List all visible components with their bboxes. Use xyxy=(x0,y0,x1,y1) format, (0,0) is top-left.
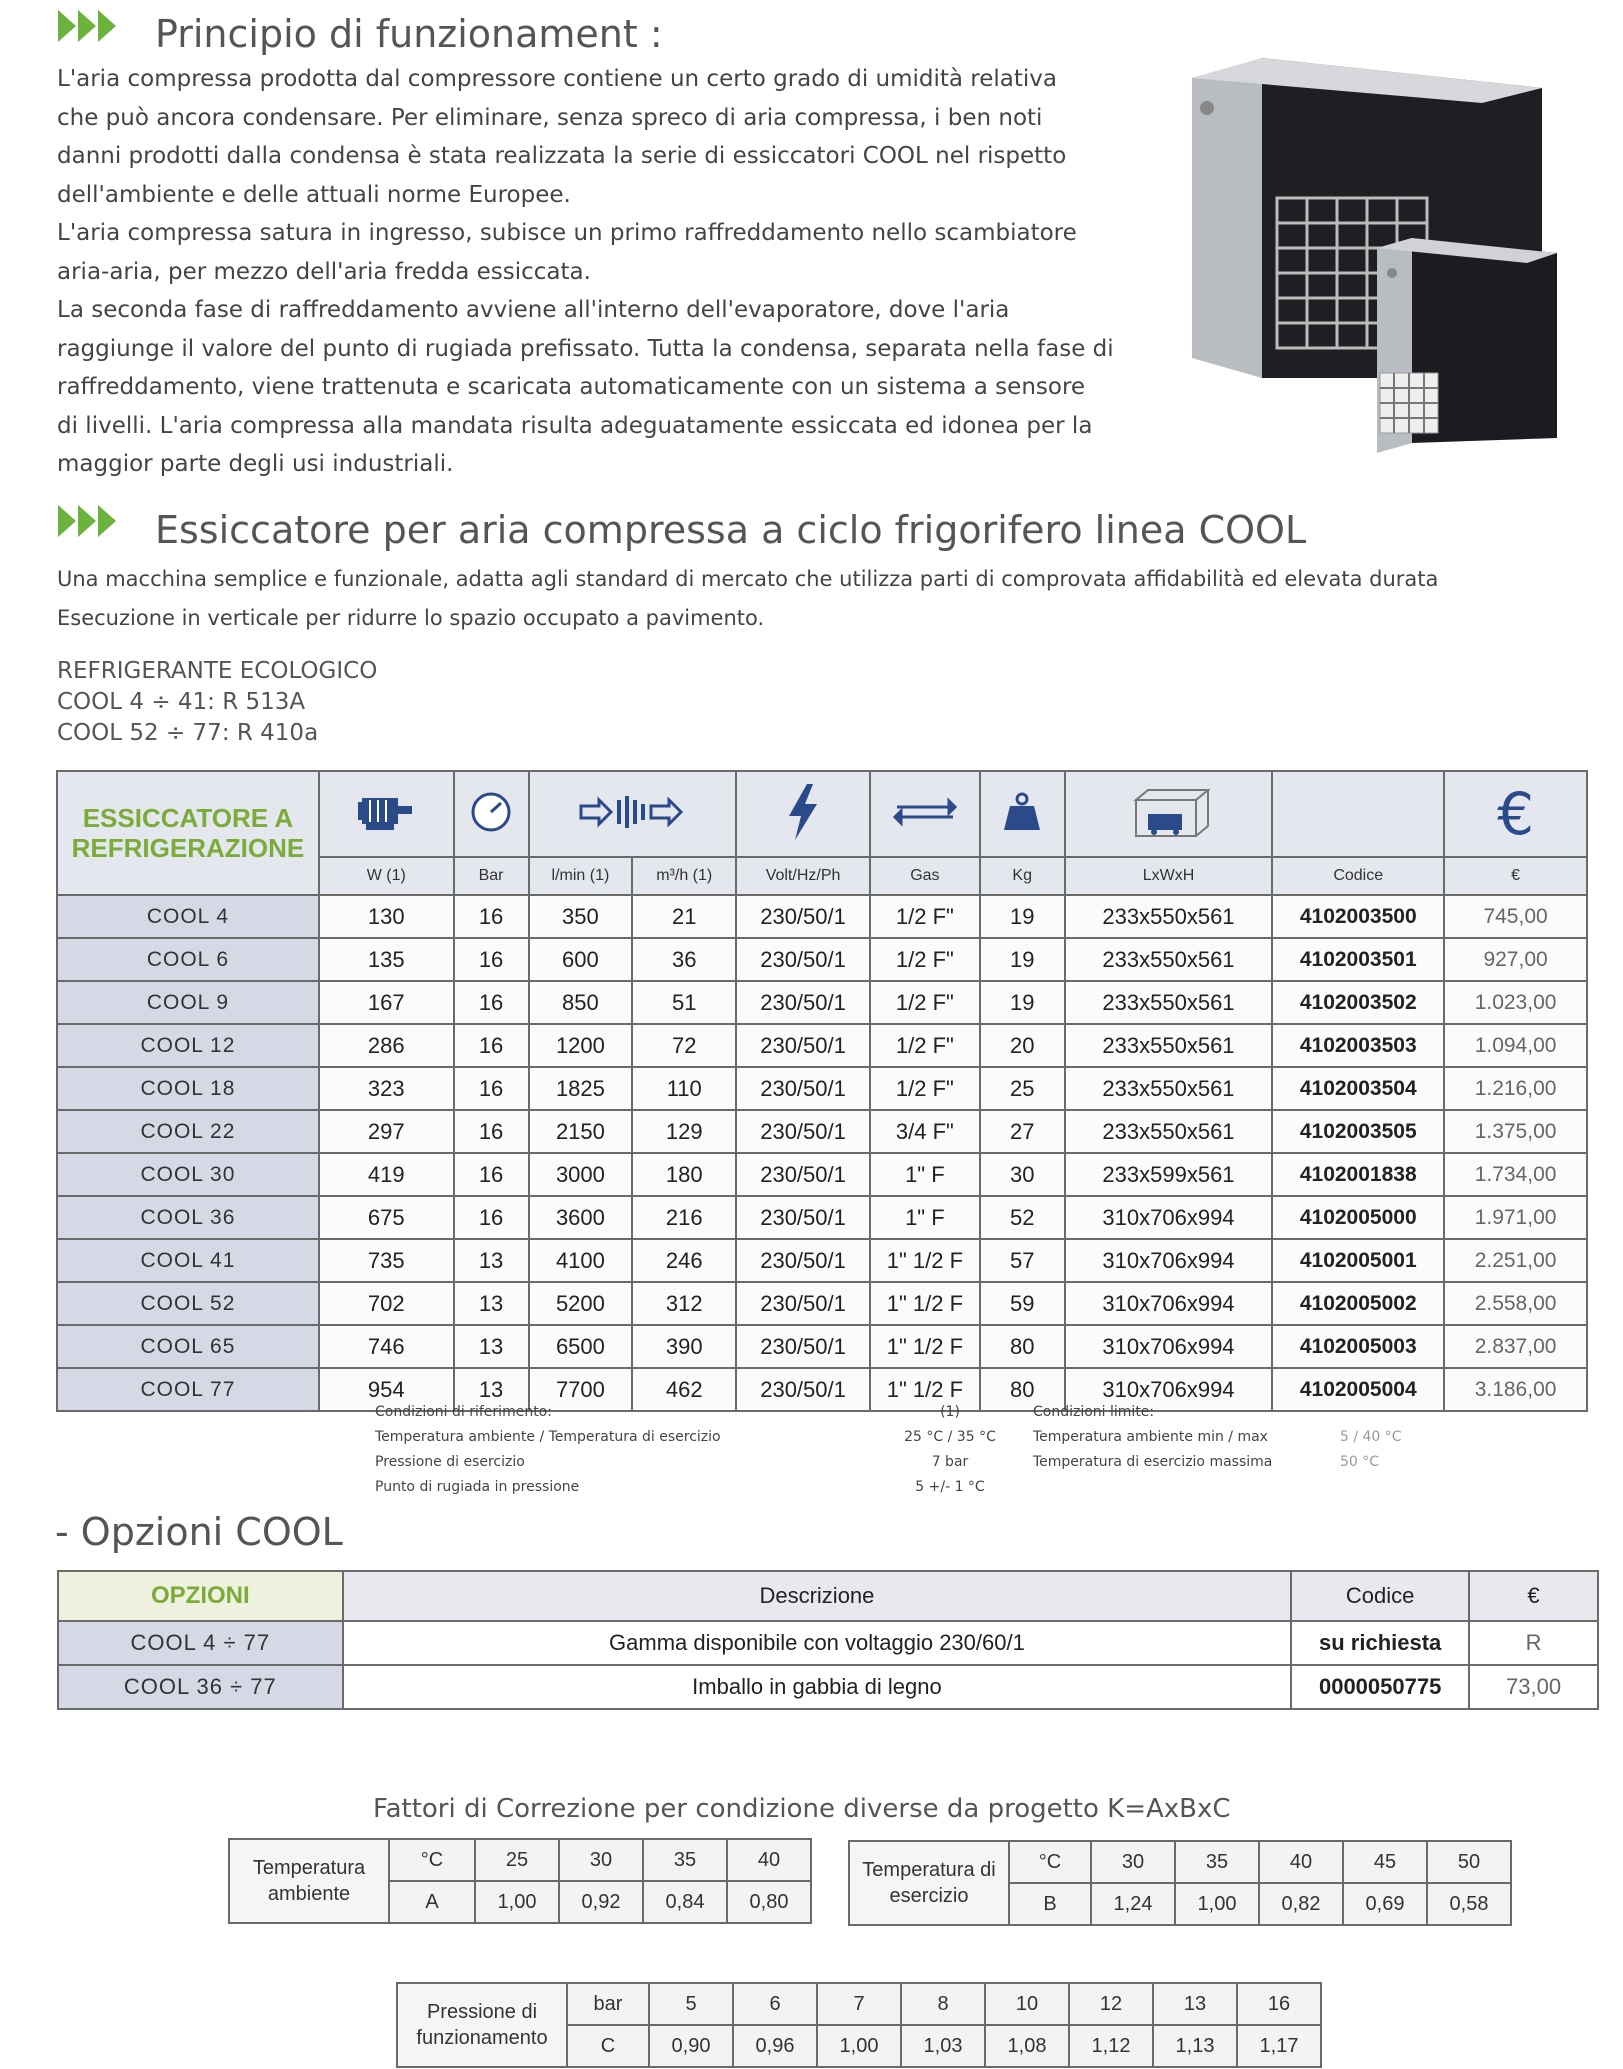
refrigerant-info xyxy=(57,656,377,749)
dimensions-cell: 310x706x994 xyxy=(1065,1325,1273,1368)
power-cell: 130 xyxy=(319,895,454,938)
options-price: R xyxy=(1469,1621,1598,1665)
options-description: Imballo in gabbia di legno xyxy=(343,1665,1292,1709)
power-cell: 286 xyxy=(319,1024,454,1067)
price-cell: 1.216,00 xyxy=(1444,1067,1587,1110)
weight-cell: 80 xyxy=(980,1325,1065,1368)
price-cell: 3.186,00 xyxy=(1444,1368,1587,1411)
voltage-cell: 230/50/1 xyxy=(736,938,870,981)
value-cell: 0,58 xyxy=(1427,1883,1511,1925)
weight-cell: 27 xyxy=(980,1110,1065,1153)
options-model: COOL 36 ÷ 77 xyxy=(58,1665,343,1709)
label-line: ambiente xyxy=(267,1883,351,1905)
gas-cell: 1" 1/2 F xyxy=(870,1325,980,1368)
options-header: Codice xyxy=(1291,1571,1469,1621)
dimensions-icon xyxy=(1118,784,1218,840)
pressure-cell: 16 xyxy=(454,981,529,1024)
code-cell: 4102003501 xyxy=(1272,938,1444,981)
bar-cell: 8 xyxy=(901,1983,985,2025)
code-cell: 4102003500 xyxy=(1272,895,1444,938)
weight-header xyxy=(980,771,1065,857)
essiccatore-paragraph xyxy=(57,560,1438,637)
pressure-table xyxy=(396,1982,1322,2068)
flow-m3h-cell: 180 xyxy=(632,1153,736,1196)
model-cell: COOL 30 xyxy=(57,1153,319,1196)
temp-cell: 25 xyxy=(475,1839,559,1881)
gas-cell: 1/2 F" xyxy=(870,895,980,938)
flow-lmin-cell: 7700 xyxy=(529,1368,633,1411)
flow-m3h-cell: 110 xyxy=(632,1067,736,1110)
table-row xyxy=(57,1239,1587,1282)
ref-value: 5 +/- 1 °C xyxy=(915,1479,985,1495)
bar-cell: 10 xyxy=(985,1983,1069,2025)
power-cell: 746 xyxy=(319,1325,454,1368)
weight-cell: 20 xyxy=(980,1024,1065,1067)
power-cell: 954 xyxy=(319,1368,454,1411)
voltage-cell: 230/50/1 xyxy=(736,1325,870,1368)
voltage-cell: 230/50/1 xyxy=(736,1110,870,1153)
flow-lmin-cell: 2150 xyxy=(529,1110,633,1153)
spec-table-body xyxy=(57,895,1587,1411)
price-cell: 1.971,00 xyxy=(1444,1196,1587,1239)
options-row xyxy=(58,1665,1598,1709)
voltage-cell: 230/50/1 xyxy=(736,1067,870,1110)
unit-cell: Codice xyxy=(1272,857,1444,895)
flow-lmin-cell: 1825 xyxy=(529,1067,633,1110)
table-row xyxy=(57,981,1587,1024)
weight-cell: 52 xyxy=(980,1196,1065,1239)
options-description: Gamma disponibile con voltaggio 230/60/1 xyxy=(343,1621,1292,1665)
value-cell: 1,13 xyxy=(1153,2025,1237,2067)
gauge-icon xyxy=(469,790,513,834)
ref-title: Condizioni di riferimento: xyxy=(375,1404,552,1420)
model-cell: COOL 52 xyxy=(57,1282,319,1325)
weight-cell: 19 xyxy=(980,981,1065,1024)
lim-title: Condizioni limite: xyxy=(1033,1404,1155,1420)
code-cell: 4102005002 xyxy=(1272,1282,1444,1325)
unit-cell: m³/h (1) xyxy=(632,857,736,895)
flow-lmin-cell: 6500 xyxy=(529,1325,633,1368)
pressure-cell: 16 xyxy=(454,1196,529,1239)
dimensions-cell: 233x599x561 xyxy=(1065,1153,1273,1196)
model-cell: COOL 9 xyxy=(57,981,319,1024)
pressure-cell: 16 xyxy=(454,1110,529,1153)
code-cell: 4102005000 xyxy=(1272,1196,1444,1239)
gas-cell: 1" F xyxy=(870,1196,980,1239)
temp-cell: 50 xyxy=(1427,1841,1511,1883)
value-cell: 0,69 xyxy=(1343,1883,1427,1925)
lim-value: 5 / 40 °C xyxy=(1340,1429,1402,1445)
model-cell: COOL 41 xyxy=(57,1239,319,1282)
section-chevron-icon xyxy=(58,505,128,545)
voltage-header xyxy=(736,771,870,857)
motor-icon xyxy=(356,790,416,834)
code-cell: 4102005003 xyxy=(1272,1325,1444,1368)
model-cell: COOL 6 xyxy=(57,938,319,981)
unit-cell: °C xyxy=(1009,1841,1091,1883)
power-cell: 735 xyxy=(319,1239,454,1282)
table-row xyxy=(57,1196,1587,1239)
temp-cell: 45 xyxy=(1343,1841,1427,1883)
paragraph-line: raffreddamento, viene trattenuta e scaricata automaticamente con un sistema a sensore xyxy=(57,374,1086,400)
bar-cell: 6 xyxy=(733,1983,817,2025)
model-cell: COOL 65 xyxy=(57,1325,319,1368)
weight-cell: 19 xyxy=(980,938,1065,981)
principio-paragraph xyxy=(57,60,1114,484)
dimensions-cell: 233x550x561 xyxy=(1065,981,1273,1024)
value-cell: 1,03 xyxy=(901,2025,985,2067)
value-cell: 0,80 xyxy=(727,1881,811,1923)
value-cell: 0,92 xyxy=(559,1881,643,1923)
ref-value: 25 °C / 35 °C xyxy=(904,1429,996,1445)
unit-cell: Gas xyxy=(870,857,980,895)
refrigerant-title: REFRIGERANTE ECOLOGICO xyxy=(57,658,378,684)
bar-cell: 5 xyxy=(649,1983,733,2025)
paragraph-line: danni prodotti dalla condensa è stata realizzata la serie di essiccatori COOL nel rispetto xyxy=(57,143,1067,169)
dimensions-cell: 310x706x994 xyxy=(1065,1196,1273,1239)
code-header-blank xyxy=(1272,771,1444,857)
dimensions-cell: 310x706x994 xyxy=(1065,1368,1273,1411)
power-cell: 419 xyxy=(319,1153,454,1196)
section-title-essiccatore: Essiccatore per aria compressa a ciclo frigorifero linea COOL xyxy=(155,508,1307,552)
price-cell: 1.734,00 xyxy=(1444,1153,1587,1196)
model-cell: COOL 36 xyxy=(57,1196,319,1239)
model-cell: COOL 12 xyxy=(57,1024,319,1067)
ref-label: Punto di rugiada in pressione xyxy=(375,1479,580,1495)
unit-cell: Kg xyxy=(980,857,1065,895)
value-cell: 1,00 xyxy=(475,1881,559,1923)
ref-marker: (1) xyxy=(940,1404,960,1420)
pressure-cell: 16 xyxy=(454,1153,529,1196)
temp-cell: 40 xyxy=(1259,1841,1343,1883)
value-cell: 1,24 xyxy=(1091,1883,1175,1925)
value-cell: 0,84 xyxy=(643,1881,727,1923)
paragraph-line: dell'ambiente e delle attuali norme Europee. xyxy=(57,181,571,208)
price-cell: 1.023,00 xyxy=(1444,981,1587,1024)
code-cell: 4102003503 xyxy=(1272,1024,1444,1067)
gas-cell: 3/4 F" xyxy=(870,1110,980,1153)
power-header xyxy=(319,771,454,857)
weight-icon xyxy=(1000,790,1044,834)
voltage-cell: 230/50/1 xyxy=(736,1196,870,1239)
flow-m3h-cell: 216 xyxy=(632,1196,736,1239)
power-cell: 167 xyxy=(319,981,454,1024)
power-cell: 297 xyxy=(319,1110,454,1153)
gas-header xyxy=(870,771,980,857)
code-cell: 4102001838 xyxy=(1272,1153,1444,1196)
pressure-label xyxy=(397,1983,567,2067)
label-line: funzionamento xyxy=(416,2027,548,2049)
voltage-cell: 230/50/1 xyxy=(736,1368,870,1411)
flow-m3h-cell: 72 xyxy=(632,1024,736,1067)
gas-cell: 1/2 F" xyxy=(870,938,980,981)
table-row xyxy=(57,1024,1587,1067)
temp-cell: 35 xyxy=(643,1839,727,1881)
refrigerant-line: COOL 52 ÷ 77: R 410a xyxy=(57,720,319,746)
operating-temperature-table xyxy=(848,1840,1512,1926)
pressure-cell: 16 xyxy=(454,895,529,938)
options-header: € xyxy=(1469,1571,1598,1621)
paragraph-line: Una macchina semplice e funzionale, adatta agli standard di mercato che utilizza parti di comprovata affidabilità ed elevata durata xyxy=(57,567,1439,591)
lim-label: Temperatura ambiente min / max xyxy=(1033,1429,1268,1445)
weight-cell: 25 xyxy=(980,1067,1065,1110)
unit-cell: W (1) xyxy=(319,857,454,895)
options-code: 0000050775 xyxy=(1291,1665,1469,1709)
flow-m3h-cell: 246 xyxy=(632,1239,736,1282)
unit-cell: Bar xyxy=(454,857,529,895)
options-header-row xyxy=(58,1571,1598,1621)
section-chevron-icon xyxy=(58,10,128,50)
model-cell: COOL 4 xyxy=(57,895,319,938)
flow-lmin-cell: 1200 xyxy=(529,1024,633,1067)
price-cell: 927,00 xyxy=(1444,938,1587,981)
lightning-icon xyxy=(783,782,823,842)
ambient-label xyxy=(229,1839,389,1923)
ref-label: Temperatura ambiente / Temperatura di esercizio xyxy=(375,1429,721,1445)
value-cell: 1,08 xyxy=(985,2025,1069,2067)
unit-cell: bar xyxy=(567,1983,649,2025)
pressure-cell: 16 xyxy=(454,938,529,981)
airflow-header xyxy=(529,771,737,857)
operating-label xyxy=(849,1841,1009,1925)
temp-cell: 35 xyxy=(1175,1841,1259,1883)
flow-lmin-cell: 600 xyxy=(529,938,633,981)
model-cell: COOL 18 xyxy=(57,1067,319,1110)
table-row xyxy=(57,895,1587,938)
model-cell: COOL 22 xyxy=(57,1110,319,1153)
unit-cell: € xyxy=(1444,857,1587,895)
price-cell: 2.251,00 xyxy=(1444,1239,1587,1282)
weight-cell: 57 xyxy=(980,1239,1065,1282)
factor-cell: A xyxy=(389,1881,475,1923)
table-title xyxy=(57,771,319,895)
unit-cell: l/min (1) xyxy=(529,857,633,895)
voltage-cell: 230/50/1 xyxy=(736,981,870,1024)
flow-lmin-cell: 3000 xyxy=(529,1153,633,1196)
table-title-line: ESSICCATORE A xyxy=(82,803,294,833)
dimensions-cell: 233x550x561 xyxy=(1065,1110,1273,1153)
paragraph-line: L'aria compressa satura in ingresso, subisce un primo raffreddamento nello scambiatore xyxy=(57,220,1077,246)
temp-cell: 40 xyxy=(727,1839,811,1881)
flow-m3h-cell: 390 xyxy=(632,1325,736,1368)
table-row xyxy=(57,938,1587,981)
value-cell: 1,17 xyxy=(1237,2025,1321,2067)
paragraph-line: che può ancora condensare. Per eliminare, senza spreco di aria compressa, i ben noti xyxy=(57,104,1043,131)
options-model: COOL 4 ÷ 77 xyxy=(58,1621,343,1665)
refrigerant-line: COOL 4 ÷ 41: R 513A xyxy=(57,689,306,715)
dryer-product-image xyxy=(1182,58,1572,458)
connection-icon xyxy=(893,797,957,827)
flow-m3h-cell: 51 xyxy=(632,981,736,1024)
flow-m3h-cell: 129 xyxy=(632,1110,736,1153)
pressure-header xyxy=(454,771,529,857)
gas-cell: 1/2 F" xyxy=(870,1067,980,1110)
voltage-cell: 230/50/1 xyxy=(736,1239,870,1282)
value-cell: 0,90 xyxy=(649,2025,733,2067)
value-cell: 1,12 xyxy=(1069,2025,1153,2067)
options-code: su richiesta xyxy=(1291,1621,1469,1665)
code-cell: 4102003502 xyxy=(1272,981,1444,1024)
bar-cell: 16 xyxy=(1237,1983,1321,2025)
table-row xyxy=(57,1325,1587,1368)
options-title: - Opzioni COOL xyxy=(55,1510,343,1554)
flow-lmin-cell: 850 xyxy=(529,981,633,1024)
pressure-cell: 13 xyxy=(454,1282,529,1325)
factor-cell: B xyxy=(1009,1883,1091,1925)
power-cell: 323 xyxy=(319,1067,454,1110)
lim-value: 50 °C xyxy=(1340,1454,1380,1470)
paragraph-line: L'aria compressa prodotta dal compressore contiene un certo grado di umidità relativa xyxy=(57,66,1058,92)
pressure-cell: 13 xyxy=(454,1325,529,1368)
ambient-temperature-table xyxy=(228,1838,812,1924)
table-row xyxy=(57,1067,1587,1110)
options-header: OPZIONI xyxy=(58,1571,343,1621)
unit-cell: LxWxH xyxy=(1065,857,1273,895)
flow-lmin-cell: 4100 xyxy=(529,1239,633,1282)
paragraph-line: di livelli. L'aria compressa alla mandata risulta adeguatamente essiccata ed idonea per la xyxy=(57,412,1093,439)
price-cell: 2.837,00 xyxy=(1444,1325,1587,1368)
weight-cell: 80 xyxy=(980,1368,1065,1411)
code-cell: 4102005004 xyxy=(1272,1368,1444,1411)
voltage-cell: 230/50/1 xyxy=(736,1153,870,1196)
ref-value: 7 bar xyxy=(931,1454,969,1470)
correction-title: Fattori di Correzione per condizione diverse da progetto K=AxBxC xyxy=(373,1794,1231,1824)
bar-cell: 7 xyxy=(817,1983,901,2025)
price-cell: 1.094,00 xyxy=(1444,1024,1587,1067)
dimensions-cell: 233x550x561 xyxy=(1065,938,1273,981)
gas-cell: 1" 1/2 F xyxy=(870,1282,980,1325)
bar-cell: 12 xyxy=(1069,1983,1153,2025)
gas-cell: 1/2 F" xyxy=(870,1024,980,1067)
gas-cell: 1" F xyxy=(870,1153,980,1196)
value-cell: 1,00 xyxy=(1175,1883,1259,1925)
price-header xyxy=(1444,771,1587,857)
price-cell: 745,00 xyxy=(1444,895,1587,938)
pressure-cell: 16 xyxy=(454,1024,529,1067)
model-cell: COOL 77 xyxy=(57,1368,319,1411)
paragraph-line: maggior parte degli usi industriali. xyxy=(57,451,454,477)
flow-lmin-cell: 350 xyxy=(529,895,633,938)
weight-cell: 19 xyxy=(980,895,1065,938)
factor-cell: C xyxy=(567,2025,649,2067)
label-line: Pressione di xyxy=(426,2001,538,2023)
temp-cell: 30 xyxy=(559,1839,643,1881)
voltage-cell: 230/50/1 xyxy=(736,1024,870,1067)
weight-cell: 30 xyxy=(980,1153,1065,1196)
paragraph-line: aria-aria, per mezzo dell'aria fredda essiccata. xyxy=(57,258,591,285)
options-price: 73,00 xyxy=(1469,1665,1598,1709)
gas-cell: 1" 1/2 F xyxy=(870,1368,980,1411)
paragraph-line: raggiunge il valore del punto di rugiada prefissato. Tutta la condensa, separata nella fase di xyxy=(57,335,1114,362)
code-cell: 4102005001 xyxy=(1272,1239,1444,1282)
paragraph-line: La seconda fase di raffreddamento avviene all'interno dell'evaporatore, dove l'aria xyxy=(57,297,1010,323)
code-cell: 4102003504 xyxy=(1272,1067,1444,1110)
table-row xyxy=(57,1110,1587,1153)
pressure-cell: 16 xyxy=(454,1067,529,1110)
value-cell: 0,82 xyxy=(1259,1883,1343,1925)
section-title-principio: Principio di funzionament : xyxy=(155,12,663,56)
flow-m3h-cell: 21 xyxy=(632,895,736,938)
price-cell: 1.375,00 xyxy=(1444,1110,1587,1153)
flow-m3h-cell: 462 xyxy=(632,1368,736,1411)
options-table xyxy=(57,1570,1599,1710)
gas-cell: 1/2 F" xyxy=(870,981,980,1024)
flow-lmin-cell: 5200 xyxy=(529,1282,633,1325)
temp-cell: 30 xyxy=(1091,1841,1175,1883)
voltage-cell: 230/50/1 xyxy=(736,895,870,938)
table-row xyxy=(57,1153,1587,1196)
reference-values xyxy=(880,1400,1020,1500)
flow-lmin-cell: 3600 xyxy=(529,1196,633,1239)
power-cell: 702 xyxy=(319,1282,454,1325)
pressure-cell: 13 xyxy=(454,1368,529,1411)
bar-cell: 13 xyxy=(1153,1983,1237,2025)
limit-conditions xyxy=(1033,1400,1272,1475)
label-line: Temperatura di xyxy=(862,1859,996,1881)
dimensions-header xyxy=(1065,771,1273,857)
weight-cell: 59 xyxy=(980,1282,1065,1325)
power-cell: 135 xyxy=(319,938,454,981)
unit-cell: Volt/Hz/Ph xyxy=(736,857,870,895)
flow-m3h-cell: 312 xyxy=(632,1282,736,1325)
lim-label: Temperatura di esercizio massima xyxy=(1033,1454,1273,1470)
reference-conditions xyxy=(375,1400,721,1500)
dimensions-cell: 310x706x994 xyxy=(1065,1282,1273,1325)
unit-cell: °C xyxy=(389,1839,475,1881)
voltage-cell: 230/50/1 xyxy=(736,1282,870,1325)
label-line: Temperatura xyxy=(252,1857,366,1879)
gas-cell: 1" 1/2 F xyxy=(870,1239,980,1282)
dimensions-cell: 233x550x561 xyxy=(1065,1024,1273,1067)
price-cell: 2.558,00 xyxy=(1444,1282,1587,1325)
table-title-line: REFRIGERAZIONE xyxy=(71,833,305,863)
ref-label: Pressione di esercizio xyxy=(375,1454,525,1470)
label-line: esercizio xyxy=(889,1885,969,1907)
dryer-spec-table xyxy=(56,770,1588,1412)
value-cell: 1,00 xyxy=(817,2025,901,2067)
code-cell: 4102003505 xyxy=(1272,1110,1444,1153)
dimensions-cell: 233x550x561 xyxy=(1065,1067,1273,1110)
paragraph-line: Esecuzione in verticale per ridurre lo spazio occupato a pavimento. xyxy=(57,605,765,630)
power-cell: 675 xyxy=(319,1196,454,1239)
dimensions-cell: 233x550x561 xyxy=(1065,895,1273,938)
limit-values xyxy=(1340,1425,1402,1475)
euro-icon: € xyxy=(1497,780,1535,848)
airflow-icon xyxy=(577,792,687,832)
table-row xyxy=(57,1282,1587,1325)
value-cell: 0,96 xyxy=(733,2025,817,2067)
pressure-cell: 13 xyxy=(454,1239,529,1282)
table-row xyxy=(57,1368,1587,1411)
dimensions-cell: 310x706x994 xyxy=(1065,1239,1273,1282)
flow-m3h-cell: 36 xyxy=(632,938,736,981)
options-header: Descrizione xyxy=(343,1571,1292,1621)
options-row xyxy=(58,1621,1598,1665)
